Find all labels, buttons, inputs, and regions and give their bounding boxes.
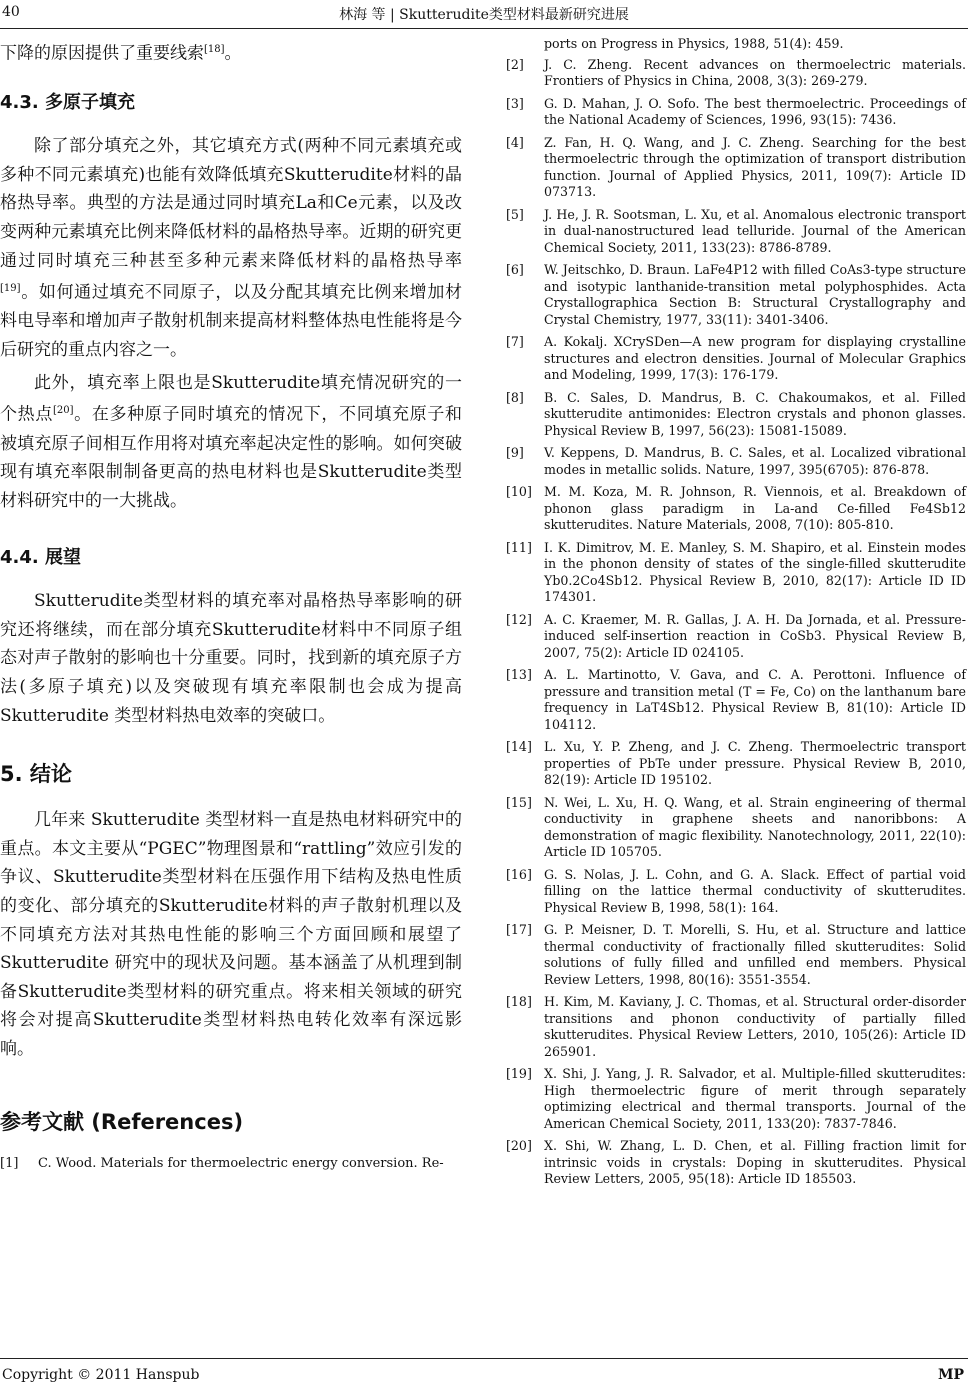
reference-number: [15] xyxy=(506,794,532,810)
reference-text: G. D. Mahan, J. O. Sofo. The best thermoelectric. Proceedings of the National Academy of Sciences, 1996, 93(15): 7436. xyxy=(544,95,966,127)
running-title: 林海 等 | Skutterudite类型材料最新研究进展 xyxy=(339,7,629,23)
reference-item xyxy=(506,867,966,917)
reference-number: [19] xyxy=(506,1066,532,1081)
reference-text: A. C. Kraemer, M. R. Gallas, J. A. H. Da Jornada, et al. Pressure-induced self-insertion reaction in CoSb3. Physical Review B, 2007, 75(2): Article ID 024105. xyxy=(544,611,966,660)
reference-text: J. He, J. R. Sootsman, L. Xu, et al. Anomalous electronic transport in dual-nanostructured lead telluride. Journal of the American Chemical Society, 2011, 133(23): 8786-8789. xyxy=(544,206,966,255)
reference-item xyxy=(506,994,966,1060)
reference-text: L. Xu, Y. P. Zheng, and J. C. Zheng. Thermoelectric transport properties of PbTe under pressure. Physical Review B, 2010, 82(19): Article ID 195102. xyxy=(544,739,966,787)
reference-number: [12] xyxy=(506,611,532,627)
reference-item xyxy=(506,135,966,201)
reference-item xyxy=(506,262,966,328)
reference-item xyxy=(506,612,966,662)
reference-text: A. L. Martinotto, V. Gava, and C. A. Perottoni. Influence of pressure and transition metal (T = Fe, Co) on the lanthanum bare frequency in LaT4Sb12. Physical Review B, 81(10): Article ID 104112. xyxy=(544,667,966,732)
reference-number: [8] xyxy=(506,389,524,405)
reference-number: [16] xyxy=(506,866,532,882)
section-4-4-paragraph: Skutterudite类型材料的填充率对晶格热导率影响的研究还将继续，而在部分填充Skutterudite材料中不同原子组态对声子散射的影响也十分重要。同时，找到新的填充原子方法(多原子填充)以及突破现有填充率限制也会成为提高 Skutterudite 类型材料热电效率的突破口。 xyxy=(0,591,462,726)
reference-text: X. Shi, W. Zhang, L. D. Chen, et al. Filling fraction limit for intrinsic voids in crystals: Doping in skutterudites. Physical Review Letters, 2005, 95(18): Article ID 185503. xyxy=(544,1138,966,1186)
reference-number: [3] xyxy=(506,95,524,111)
reference-number: [10] xyxy=(506,484,532,499)
page-header xyxy=(0,0,968,29)
reference-text: W. Jeitschko, D. Braun. LaFe4P12 with filled CoAs3-type structure and isotypic lanthanide-transition metal polyphosphides. Acta Crystallographica Section B: Structural Crystallography and Crystal Chemistry, 1977, 33(11): 3401-3406. xyxy=(544,262,966,327)
reference-item xyxy=(506,1138,966,1188)
references-title: 参考文献 (References) xyxy=(0,1109,244,1134)
section-4-3-paragraph-2: 此外，填充率上限也是Skutterudite填充情况研究的一个热点[20]。在多种原子同时填充的情况下，不同填充原子和被填充原子间相互作用将对填充率起决定性的影响。如何突破现有填充率限制制备更高的热电材料也是Skutterudite类型材料研究中的一大挑战。 xyxy=(0,372,463,511)
reference-number: [20] xyxy=(506,1138,532,1153)
reference-number: [17] xyxy=(506,922,532,937)
journal-abbrev: MP xyxy=(937,1367,964,1383)
section-4-3-title: 4.3. 多原子填充 xyxy=(0,92,135,114)
reference-text: J. C. Zheng. Recent advances on thermoelectric materials. Frontiers of Physics in China, 2008, 3(3): 269-279. xyxy=(544,56,966,88)
reference-item xyxy=(506,795,966,861)
reference-text: I. K. Dimitrov, M. E. Manley, S. M. Shapiro, et al. Einstein modes in the phonon density of states of the single-filled skutterudite Yb0.2Co4Sb12. Physical Review B, 2010, 82(17): Article ID ID 174301. xyxy=(544,539,966,604)
reference-text: N. Wei, L. Xu, H. Q. Wang, et al. Strain engineering of thermal conductivity in graphene sheets and nanoribbons: A demonstration of magic flexibility. Nanotechnology, 2011, 22(10): Article ID 105705. xyxy=(544,794,966,859)
reference-item xyxy=(506,540,966,606)
reference-number: [6] xyxy=(506,262,524,277)
reference-item xyxy=(506,334,966,384)
section-5-title: 5. 结论 xyxy=(0,762,72,787)
section-4-4-title: 4.4. 展望 xyxy=(0,547,81,569)
reference-item xyxy=(506,922,966,988)
page-number: 40 xyxy=(2,4,20,20)
right-column xyxy=(506,36,966,1194)
reference-number: [5] xyxy=(506,206,524,222)
reference-text: A. Kokalj. XCrySDen—A new program for displaying crystalline structures and electron densities. Journal of Molecular Graphics and Modeling, 1999, 17(3): 176-179. xyxy=(544,334,966,382)
intro-paragraph: 下降的原因提供了重要线索[18]。 xyxy=(0,43,242,64)
reference-number: [4] xyxy=(506,134,524,150)
copyright-notice: Copyright © 2011 Hanspub xyxy=(2,1367,200,1383)
reference-list xyxy=(506,57,966,1188)
reference-number: [14] xyxy=(506,739,532,754)
reference-text: V. Keppens, D. Mandrus, B. C. Sales, et al. Localized vibrational modes in metallic solids. Nature, 1997, 395(6705): 876-878. xyxy=(544,445,966,477)
reference-text: G. S. Nolas, J. L. Cohn, and G. A. Slack. Effect of partial void filling on the lattice thermal conductivity of skutterudites. Physical Review B, 1998, 58(1): 164. xyxy=(544,866,966,915)
reference-number: [7] xyxy=(506,334,524,349)
reference-item xyxy=(506,484,966,534)
reference-item xyxy=(506,445,966,478)
reference-text: Z. Fan, H. Q. Wang, and J. C. Zheng. Searching for the best thermoelectric through the optimization of transport distribution function. Journal of Applied Physics, 2011, 109(7): Article ID 073713. xyxy=(544,134,966,199)
reference-item: [1] C. Wood. Materials for thermoelectric energy conversion. Re- xyxy=(0,1155,444,1171)
section-5-paragraph: 几年来 Skutterudite 类型材料一直是热电材料研究中的重点。本文主要从“PGEC”物理图景和“rattling”效应引发的争议、Skutterudite类型材料在压强作用下结构及热电性质的变化、部分填充的Skutterudite材料的声子散射机理以及不同填充方法对其热电性能的影响三个方面回顾和展望了 Skutterudite 研究中的现状及问题。基本涵盖了从机理到制备Skutterudite类型材料的研究重点。将来相关领域的研究将会对提高Skutterudite类型材料热电转化效率有深远影响。 xyxy=(0,810,462,1059)
section-4-3-paragraph-1: 除了部分填充之外，其它填充方式(两种不同元素填充或多种不同元素填充)也能有效降低填充Skutterudite材料的晶格热导率。典型的方法是通过同时填充La和Ce元素，以及改变两种元素填充比例来降低材料的晶格热导率。近期的研究更通过同时填充三种甚至多种元素来降低材料的晶格热导率[19]。如何通过填充不同原子，以及分配其填充比例来增加材料电导率和增加声子散射机制来提高材料整体热电性能将是今后研究的重点内容之一。 xyxy=(0,136,462,361)
reference-item xyxy=(506,96,966,129)
reference-item xyxy=(506,207,966,257)
reference-number: [18] xyxy=(506,994,532,1009)
page-footer xyxy=(0,1358,968,1387)
reference-text: M. M. Koza, M. R. Johnson, R. Viennois, et al. Breakdown of phonon glass paradigm in La-and Ce-filled Fe4Sb12 skutterudites. Nature Materials, 2008, 7(10): 805-810. xyxy=(544,484,966,532)
reference-number: [9] xyxy=(506,445,524,460)
reference-text: B. C. Sales, D. Mandrus, B. C. Chakoumakos, et al. Filled skutterudite antimonides: Electron crystals and phonon glasses. Physical Review B, 1997, 56(23): 15081-15089. xyxy=(544,389,966,438)
reference-item xyxy=(506,739,966,789)
left-column xyxy=(0,36,462,1178)
reference-number: [2] xyxy=(506,56,524,72)
reference-text: G. P. Meisner, D. T. Morelli, S. Hu, et al. Structure and lattice thermal conductivity of fractionally filled skutterudites: Solid solutions of fully filled and unfilled end members. Physical Review Letters, 1998, 80(16): 3551-3554. xyxy=(544,922,966,987)
reference-item xyxy=(506,390,966,440)
reference-number: [13] xyxy=(506,667,532,682)
reference-item xyxy=(506,1066,966,1132)
reference-text: H. Kim, M. Kaviany, J. C. Thomas, et al. Structural order-disorder transitions and phonon conductivity of partially filled skutterudites. Physical Review Letters, 2010, 105(26): Article ID 265901. xyxy=(544,994,966,1059)
reference-item xyxy=(506,57,966,90)
reference-continuation: ports on Progress in Physics, 1988, 51(4): 459. xyxy=(544,36,844,51)
reference-text: X. Shi, J. Yang, J. R. Salvador, et al. Multiple-filled skutterudites: High thermoelectric figure of merit through separately optimizing electrical and thermal transports. Journal of the American Chemical Society, 2011, 133(20): 7837-7846. xyxy=(544,1066,966,1131)
reference-number: [11] xyxy=(506,539,532,555)
reference-item xyxy=(506,667,966,733)
